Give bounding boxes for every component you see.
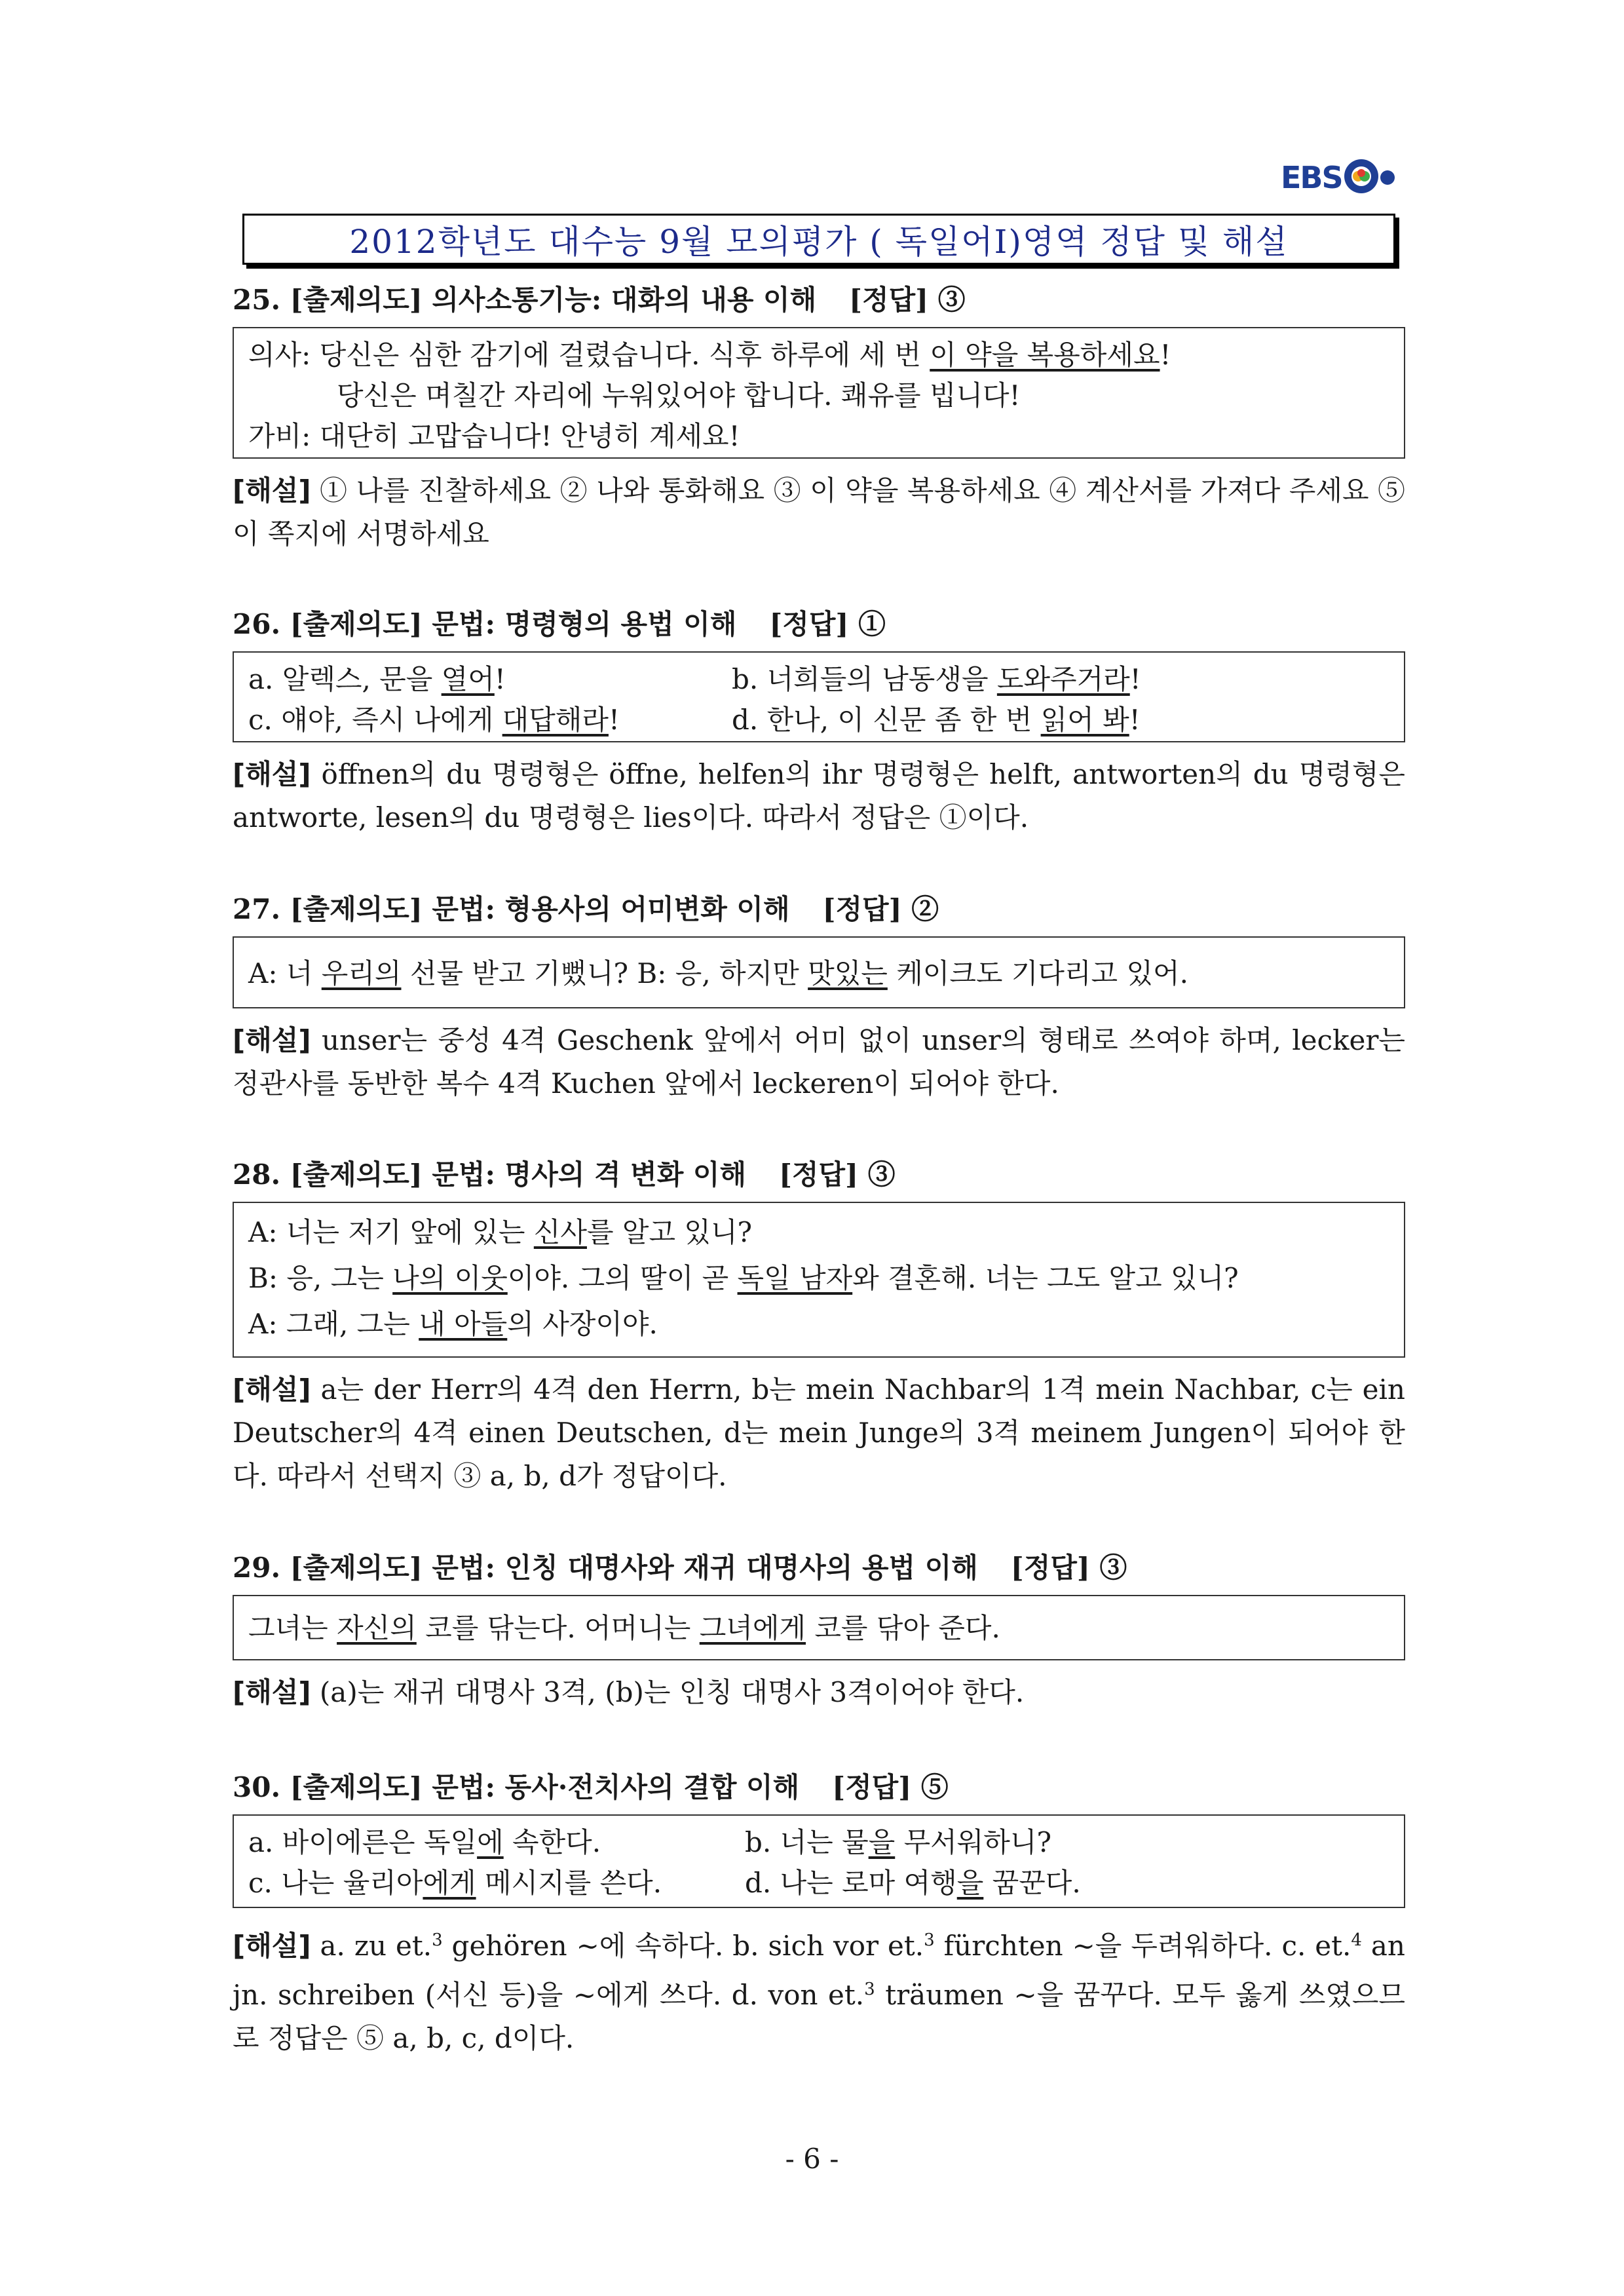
ebs-logo [1281,156,1405,202]
underlined-text: 나의 이웃 [392,1262,508,1294]
explanation-label: [해설] [233,1373,311,1406]
dialogue-line: 당신은 며칠간 자리에 누워있어야 합니다. 쾌유를 빕니다! [337,379,1021,411]
underlined-text: 신사 [533,1216,587,1248]
underlined-text: 에 [477,1826,504,1858]
question-30 [233,1766,1405,2060]
question-heading-text: 26. [출제의도] 문법: 명령형의 용법 이해 [233,608,737,640]
question-27 [233,888,1405,1105]
question-29-heading [233,1546,1405,1590]
question-28-heading [233,1153,1405,1196]
underlined-text: 읽어 봐 [1040,704,1129,736]
underlined-text: 도와주거라 [996,663,1130,695]
dialogue-line: A: 너 우리의 선물 받고 기뻤니? B: 응, 하지만 맛있는 케이크도 기다리고 있어. [248,957,1188,989]
question-25-heading [233,278,1405,322]
explanation-label: [해설] [233,758,311,790]
underlined-text: 열어 [441,663,495,695]
explanation-label: [해설] [233,1024,311,1056]
answer-label: [정답] ③ [849,284,966,316]
page-title-box [242,214,1395,265]
option-row: c. 나는 율리아에게 메시지를 쓴다. d. 나는 로마 여행을 꿈꾼다. [248,1867,1081,1899]
ebs-logo-icon [1343,156,1405,197]
option-row: a. 알렉스, 문을 열어! b. 너희들의 남동생을 도와주거라! [248,663,1141,695]
answer-label: [정답] ③ [1010,1552,1127,1584]
sentence-box [233,1595,1405,1660]
dialogue-line: B: 응, 그는 나의 이웃이야. 그의 딸이 곧 독일 남자와 결혼해. 너는 그도 알고 있니? [248,1262,1239,1294]
dialogue-box [233,936,1405,1008]
options-box [233,651,1405,742]
underlined-text: 내 아들 [419,1308,508,1340]
question-27-heading [233,888,1405,931]
question-29 [233,1546,1405,1714]
underlined-text: 에게 [423,1867,476,1899]
question-heading-text: 27. [출제의도] 문법: 형용사의 어미변화 이해 [233,893,790,925]
dialogue-line: 가비: 대단히 고맙습니다! 안녕히 계세요! [248,420,740,452]
answer-label: [정답] ② [822,893,939,925]
underlined-text: 대답해라 [502,704,609,736]
dialogue-line: A: 너는 저기 앞에 있는 신사를 알고 있니? [248,1216,753,1248]
underlined-text: 맛있는 [808,957,888,989]
question-28 [233,1153,1405,1498]
explanation: [해설] öffnen의 du 명령형은 öffne, helfen의 ihr 명령형은 helft, antworten의 du 명령형은 antworte, lesen의 du 명령형은 lies이다. 따라서 정답은 ①이다. [233,758,1405,833]
underlined-text: 우리의 [321,957,402,989]
answer-label: [정답] ⑤ [832,1771,949,1803]
underlined-text: 자신의 [337,1612,417,1644]
answer-label: [정답] ① [769,608,886,640]
explanation: [해설] a는 der Herr의 4격 den Herrn, b는 mein Nachbar의 1격 mein Nachbar, c는 ein Deutscher의 4격 einen Deutschen, d는 mein Junge의 3격 meinem Jungen이 되어야 한다. 따라서 선택지 ③ a, b, d가 정답이다. [233,1373,1405,1492]
answer-label: [정답] ③ [779,1158,896,1191]
dialogue-box [233,1202,1405,1358]
page-number: - 6 - [785,2143,839,2175]
dialogue-line: A: 그래, 그는 내 아들의 사장이야. [248,1308,658,1340]
underlined-text: 독일 남자 [737,1262,853,1294]
explanation: [해설] (a)는 재귀 대명사 3격, (b)는 인칭 대명사 3격이어야 한다. [233,1676,1025,1708]
question-26 [233,603,1405,839]
explanation: [해설] unser는 중성 4격 Geschenk 앞에서 어미 없이 unser의 형태로 쓰여야 하며, lecker는 정관사를 동반한 복수 4격 Kuchen 앞에서 leckeren이 되어야 한다. [233,1024,1405,1100]
dialogue-box [233,327,1405,459]
question-heading-text: 25. [출제의도] 의사소통기능: 대화의 내용 이해 [233,284,817,316]
explanation: [해설] ① 나를 진찰하세요 ② 나와 통화해요 ③ 이 약을 복용하세요 ④ 계산서를 가져다 주세요 ⑤ 이 쪽지에 서명하세요 [233,474,1405,550]
question-30-heading [233,1766,1405,1809]
explanation-label: [해설] [233,474,311,507]
options-box [233,1814,1405,1908]
ebs-logo-text: EBS [1281,160,1342,195]
question-heading-text: 28. [출제의도] 문법: 명사의 격 변화 이해 [233,1158,747,1191]
sentence-line: 그녀는 자신의 코를 닦는다. 어머니는 그녀에게 코를 닦아 준다. [248,1612,1000,1644]
question-25 [233,278,1405,556]
page-title: 2012학년도 대수능 9월 모의평가 ( 독일어Ⅰ)영역 정답 및 해설 [349,223,1289,261]
question-heading-text: 29. [출제의도] 문법: 인칭 대명사와 재귀 대명사의 용법 이해 [233,1552,978,1584]
underlined-text: 을 [956,1867,984,1899]
option-row: a. 바이에른은 독일에 속한다. b. 너는 물을 무서워하니? [248,1826,1051,1858]
underlined-text: 그녀에게 [699,1612,806,1644]
explanation: [해설] a. zu et.$^3$ gehören ∼에 속하다. b. sich vor et.$^3$ fürchten ∼을 두려워하다. c. et.$^4$ an jn. schreiben (서신 등)을 ∼에게 쓰다. d. von et.$^3$ träumen ∼을 꿈꾸다. 모두 옳게 쓰였으므로 정답은 ⑤ a, b, c, d이다. [233,1930,1405,2054]
question-heading-text: 30. [출제의도] 문법: 동사·전치사의 결합 이해 [233,1771,800,1803]
underlined-text: 이 약을 복용하세요 [930,339,1160,371]
dialogue-line: 의사: 당신은 심한 감기에 걸렸습니다. 식후 하루에 세 번 이 약을 복용하세요! [248,339,1171,371]
option-row: c. 얘야, 즉시 나에게 대답해라! d. 한나, 이 신문 좀 한 번 읽어 봐! [248,704,1141,736]
explanation-label: [해설] [233,1930,311,1962]
underlined-text: 을 [868,1826,896,1858]
question-26-heading [233,603,1405,646]
explanation-label: [해설] [233,1676,311,1708]
